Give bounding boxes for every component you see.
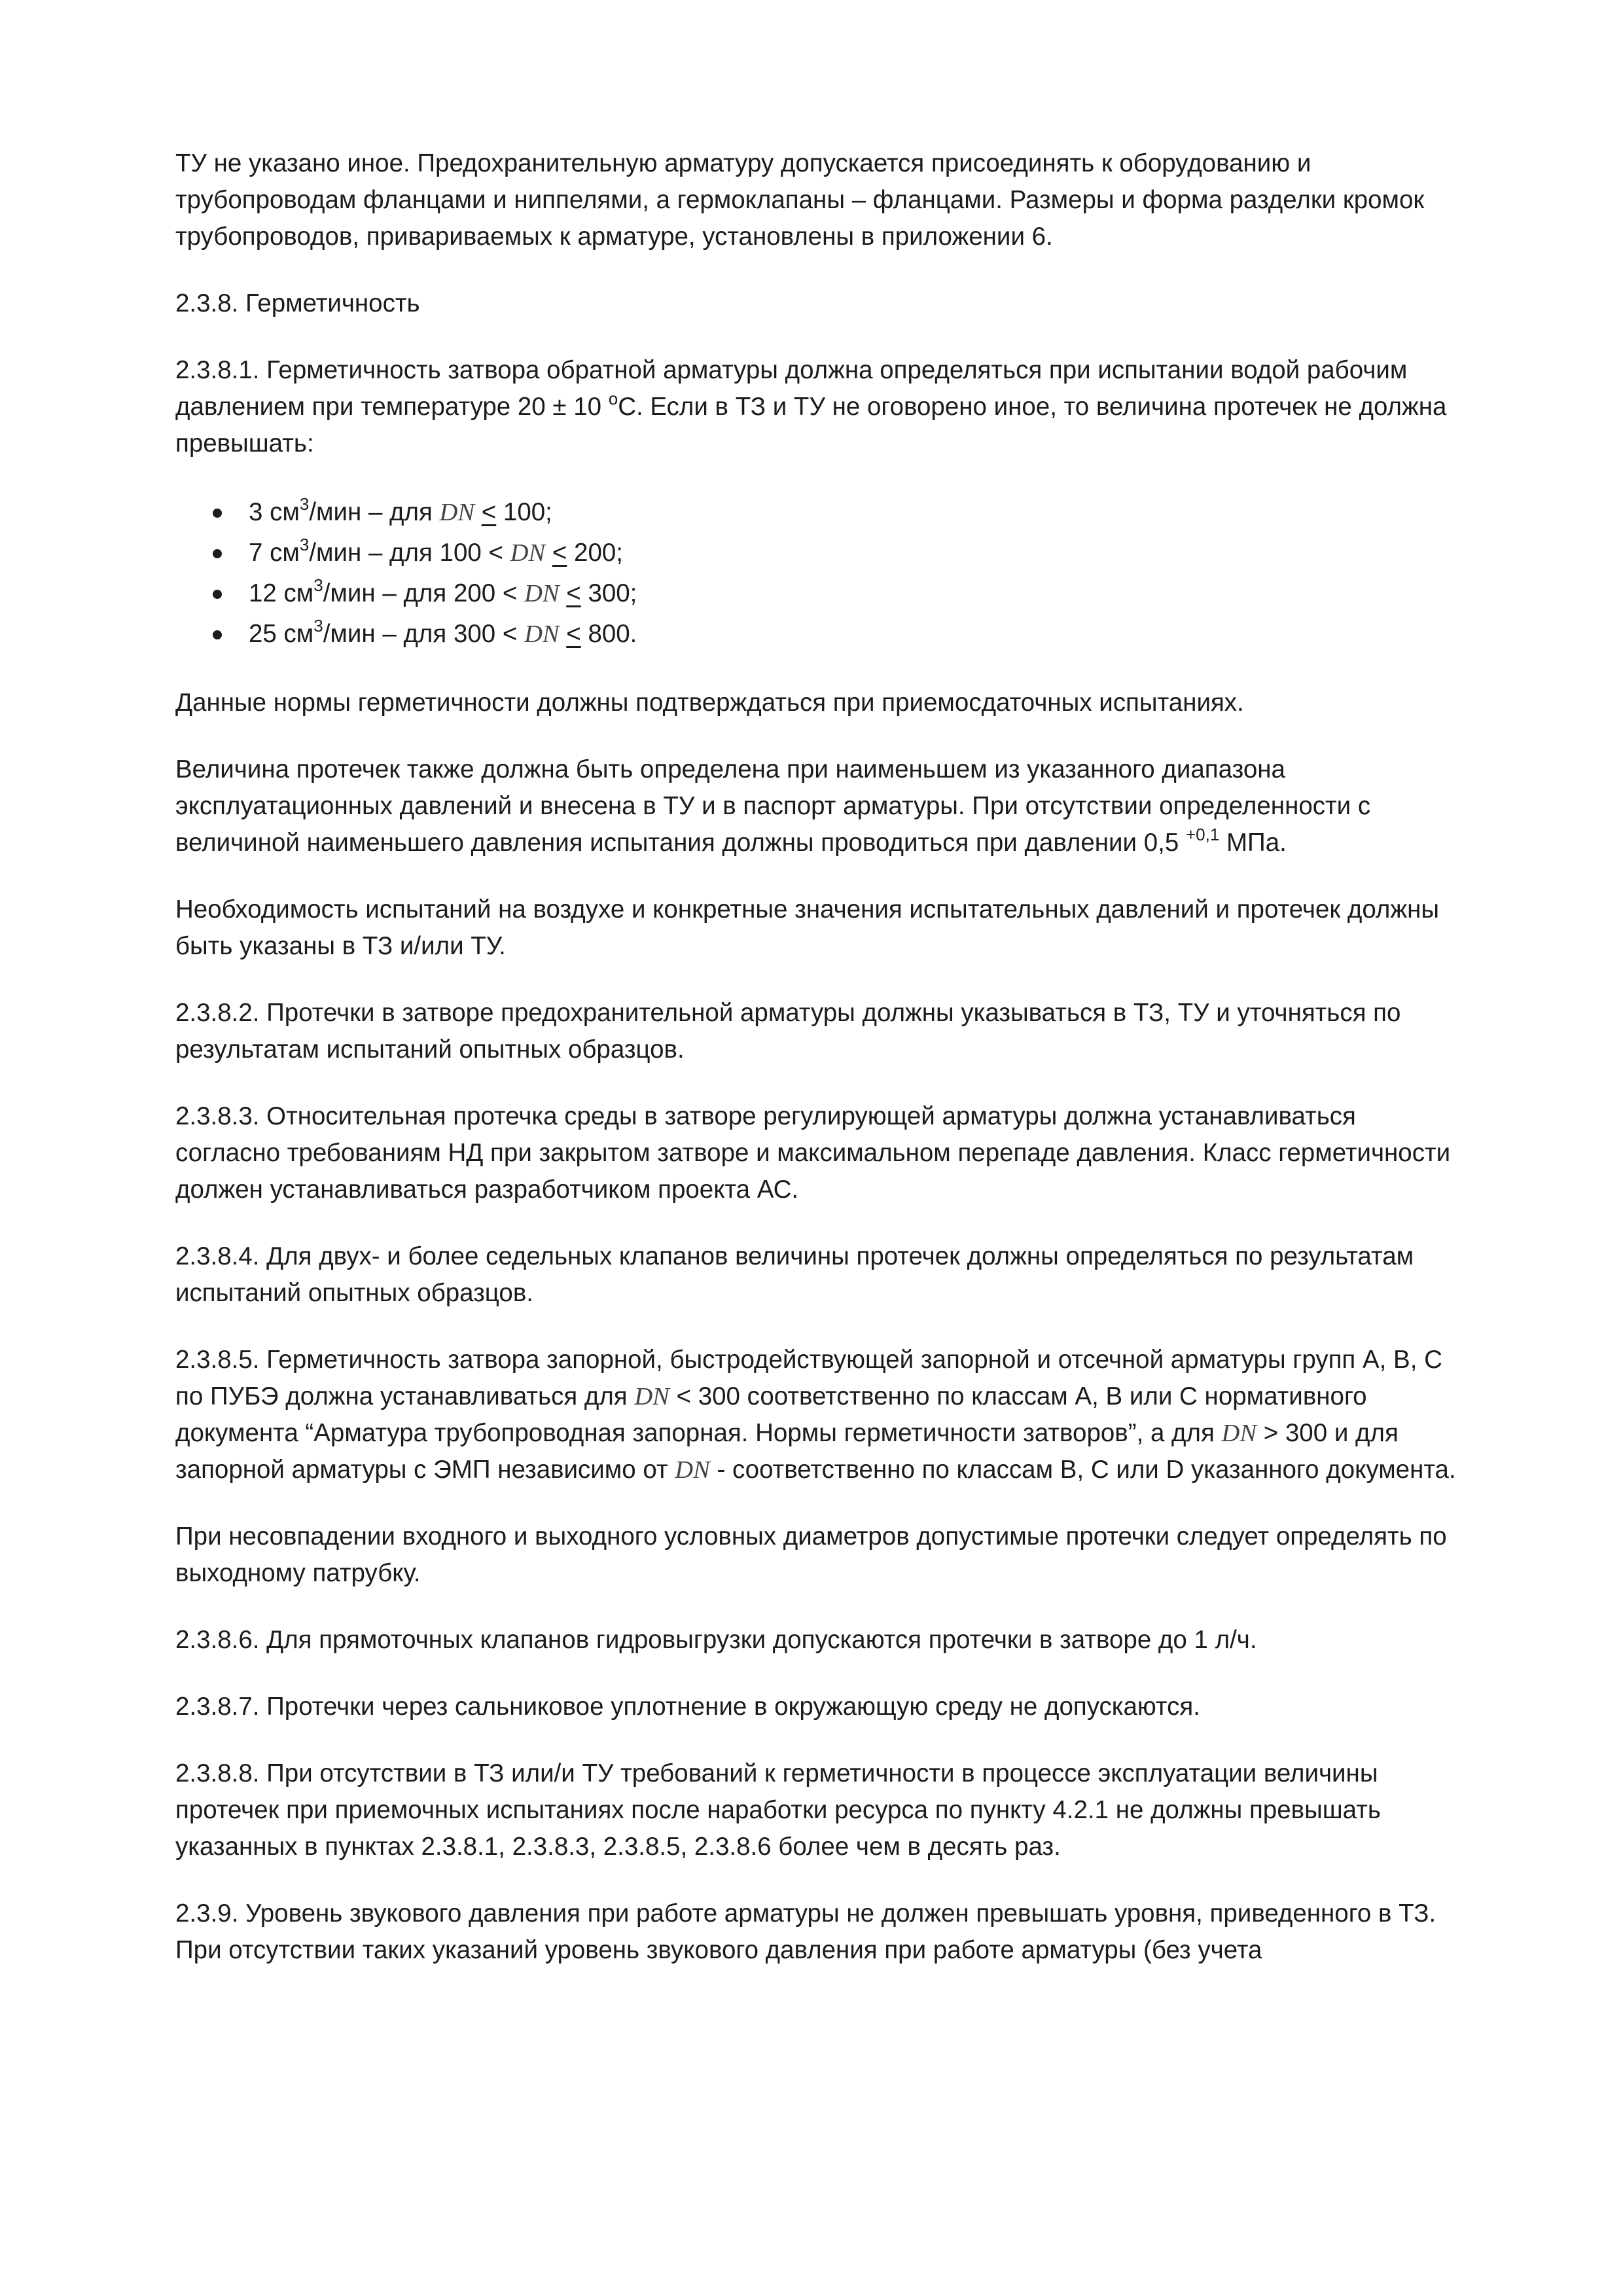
unit-suffix: /мин – для xyxy=(309,539,440,567)
dn-symbol: DN xyxy=(524,580,560,607)
dn-symbol: DN xyxy=(634,1383,669,1410)
paragraph-diameter-mismatch: При несовпадении входного и выходного условных диаметров допустимые протечки следует определять по выходному патрубку. xyxy=(175,1522,1447,1587)
paragraph-2-3-8-8: 2.3.8.8. При отсутствии в ТЗ или/и ТУ требований к герметичности в процессе эксплуатации величины протечек при приемочных испытаниях после наработки ресурса по пункту 4.2.1 не должны превышать указанных в пунктах 2.3.8.1, 2.3.8.3, 2.3.8.5, 2.3.8.6 более чем в десять раз. xyxy=(175,1759,1381,1861)
paragraph-2-3-9: 2.3.9. Уровень звукового давления при работе арматуры не должен превышать уровня, приведенного в ТЗ. При отсутствии таких указаний уровень звукового давления при работе арматуры (без учета xyxy=(175,1899,1436,1964)
bullet-icon xyxy=(213,549,222,558)
upper-bound: 200; xyxy=(574,539,623,567)
unit-prefix: см xyxy=(283,620,314,648)
leak-limits-list xyxy=(175,492,1458,655)
list-item xyxy=(175,492,1458,533)
lower-bound: 100 < xyxy=(439,539,510,567)
bullet-icon xyxy=(213,509,222,518)
dn-symbol: DN xyxy=(510,539,546,567)
bullet-icon xyxy=(213,590,222,599)
paragraph-connection: ТУ не указано иное. Предохранительную арматуру допускается присоединять к оборудованию и трубопроводам фланцами и ниппелями, а гермоклапаны – фланцами. Размеры и форма разделки кромок трубопроводов, привариваемых к арматуре, установлены в приложении 6. xyxy=(175,149,1425,251)
leak-value: 3 xyxy=(249,498,263,526)
dn-symbol: DN xyxy=(439,499,475,526)
unit-suffix: /мин – для xyxy=(309,498,440,526)
list-item xyxy=(175,573,1458,614)
upper-bound: 300; xyxy=(588,579,637,607)
bullet-icon xyxy=(213,630,222,639)
tolerance-superscript: +0,1 xyxy=(1185,825,1220,845)
unit-prefix: см xyxy=(283,579,314,607)
paragraph-2-3-8-2: 2.3.8.2. Протечки в затворе предохранительной арматуры должны указываться в ТЗ, ТУ и уточняться по результатам испытаний опытных образцов. xyxy=(175,999,1401,1064)
text-2-3-8-5-d: - соответственно по классам В, С или D указанного документа. xyxy=(709,1456,1456,1484)
paragraph-2-3-8-6: 2.3.8.6. Для прямоточных клапанов гидровыгрузки допускаются протечки в затворе до 1 л/ч. xyxy=(175,1626,1257,1654)
paragraph-2-3-8-5 xyxy=(175,1342,1458,1488)
unit-superscript: 3 xyxy=(313,616,323,636)
text-2-3-8-1-a: 2.3.8.1. Герметичность затвора обратной арматуры должна определяться при испытании водой рабочим давлением при температуре 20 ± 10 xyxy=(175,356,1408,421)
upper-bound: 100; xyxy=(503,498,552,526)
le-symbol: < xyxy=(552,539,567,567)
le-symbol: < xyxy=(566,620,581,648)
paragraph-2-3-8-4: 2.3.8.4. Для двух- и более седельных клапанов величины протечек должны определяться по результатам испытаний опытных образцов. xyxy=(175,1242,1414,1307)
lower-bound: 300 < xyxy=(453,620,525,648)
upper-bound: 800. xyxy=(588,620,637,648)
unit-prefix: см xyxy=(270,539,300,567)
unit-superscript: 3 xyxy=(313,575,323,596)
unit-suffix: /мин – для xyxy=(323,620,454,648)
text-2-3-8-1-b: С. Если в ТЗ и ТУ не оговорено иное, то величина протечек не должна превышать: xyxy=(175,393,1447,457)
paragraph-2-3-8-1 xyxy=(175,352,1458,462)
dn-symbol: DN xyxy=(675,1456,710,1484)
leak-value: 25 xyxy=(249,620,277,648)
list-item xyxy=(175,533,1458,573)
unit-superscript: 3 xyxy=(299,535,310,555)
unit-superscript: 3 xyxy=(299,494,310,514)
paragraph-norms: Данные нормы герметичности должны подтверждаться при приемосдаточных испытаниях. xyxy=(175,689,1244,717)
unit-prefix: см xyxy=(270,498,300,526)
le-symbol: < xyxy=(566,579,581,607)
dn-symbol: DN xyxy=(524,620,560,648)
section-heading-2-3-8: 2.3.8. Герметичность xyxy=(175,289,420,317)
text-min-pressure-b: МПа. xyxy=(1219,829,1287,857)
lower-bound: 200 < xyxy=(453,579,525,607)
text-2-3-8-5-c: > 300 и для запорной арматуры с ЭМП независимо от xyxy=(175,1419,1399,1484)
unit-suffix: /мин – для xyxy=(323,579,454,607)
paragraph-air-tests: Необходимость испытаний на воздухе и конкретные значения испытательных давлений и протечек должны быть указаны в ТЗ и/или ТУ. xyxy=(175,895,1440,960)
list-item xyxy=(175,614,1458,655)
paragraph-min-pressure xyxy=(175,751,1458,861)
le-symbol: < xyxy=(481,498,497,526)
degree-superscript: о xyxy=(608,389,618,409)
leak-value: 12 xyxy=(249,579,277,607)
leak-value: 7 xyxy=(249,539,263,567)
paragraph-2-3-8-3: 2.3.8.3. Относительная протечка среды в затворе регулирующей арматуры должна устанавливаться согласно требованиям НД при закрытом затворе и максимальном перепаде давления. Класс герметичности должен устанавливаться разработчиком проекта АС. xyxy=(175,1102,1451,1204)
dn-symbol: DN xyxy=(1221,1420,1257,1447)
text-min-pressure-a: Величина протечек также должна быть определена при наименьшем из указанного диапазона эксплуатационных давлений и внесена в ТУ и в паспорт арматуры. При отсутствии определенности с величиной наименьшего давления испытания должны проводиться при давлении 0,5 xyxy=(175,755,1371,857)
text-2-3-8-5-b: < 300 соответственно по классам А, В или С нормативного документа “Арматура трубопроводная запорная. Нормы герметичности затворов”, а для xyxy=(175,1382,1367,1447)
text-2-3-8-5-a: 2.3.8.5. Герметичность затвора запорной, быстродействующей запорной и отсечной арматуры групп А, В, С по ПУБЭ должна устанавливаться для xyxy=(175,1346,1442,1410)
paragraph-2-3-8-7: 2.3.8.7. Протечки через сальниковое уплотнение в окружающую среду не допускаются. xyxy=(175,1693,1200,1721)
document-page xyxy=(175,145,1458,1999)
